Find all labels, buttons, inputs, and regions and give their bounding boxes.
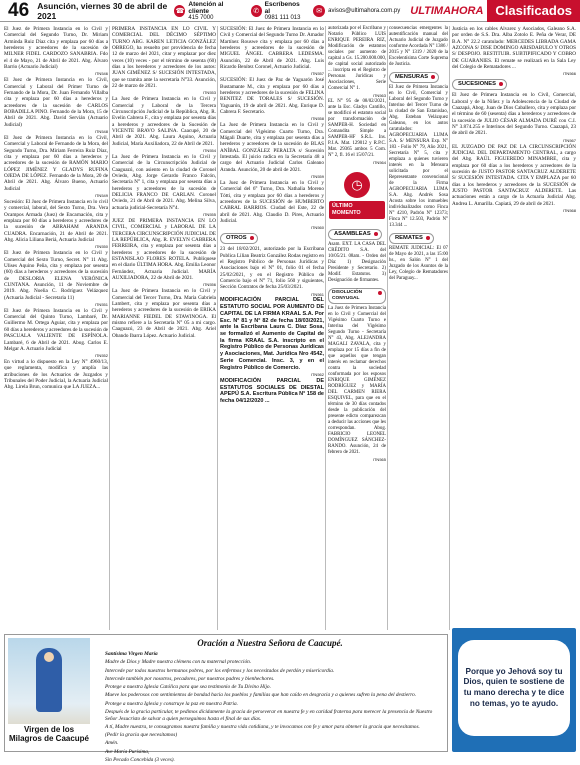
notice-code: ITN559 xyxy=(310,173,324,179)
notice-code: ITN551 xyxy=(94,301,108,307)
section-pill-sucesiones: SUCESIONES xyxy=(452,79,507,90)
notice-code: ITN561 xyxy=(310,291,324,297)
notice-text: EL N° 95 de 08/02/2021, ante la Esc. Gladys Cantillo, se modificó el estatuto social por transformación de SAMPER-H. Sociedad en Comandita Simple a SAMPER-HF S.R.L. Ins. P.J.A. Mat. 129012 y R.P.C. Mat. 29365 ambos 5 Com. N° 2, fl. 16 el 15/07/21. xyxy=(328,98,386,158)
notice-text: REMATE JUDICIAL: El 07 de Mayo de 2021, a las 15:00 hs., en Salón N° 1 del Juzgado de los Asuntos de la Ley, Colegio de Rematadores del Paraguay... xyxy=(389,245,448,281)
notice-text: EL JUZGADO DE PAZ DE LA CIRCUNSCRIPCIÓN JUDICIAL DEL DEPARTAMENTO CENTRAL, a cargo del Abg. RAÚL FIGUEREDO MINAMBRE, cita y emplaza por 60 días a los herederos y acreedores de la sucesión de JUSTO PASTOR SANTACRUZ ALDERETE S/ SUCESIÓN INTESTADA. CITA Y EMPLAZA por 60 días a los herederos y acreedores de la SUCESIÓN de JUSTO PASTOR SANTACRUZ ALDERETE. Las actuaciones están a cargo de la Actuaria Judicial Abg. Andrea L. Amarilla. Capiatá, 29 de abril de 2021. xyxy=(452,143,576,207)
notice-text: La Juez de Primera Instancia en lo Civil y Comercial del Vigésimo Cuarto Turno e Interina del Vigésimo Segundo Turno - Secretaría N° 43, Abg. ALEJANDRA MAGALI ZAVALA, cita y emplaza por 15 días a fin de que aquellos que tengan interés en reclamar derechos contra la sociedad conformada por los esposos ENRIQUE GIMÉNEZ RODRÍGUEZ y MARÍA DEL CARMEN RIERA ESQUIVEL, para que en el término de 30 días contados desde la publicación del presente edicto comparezcan a deducir las acciones que les correspondan. Abog. FABRICIO LEONEL DOMÍNGUEZ SÁNCHEZ-RANDO. Asunción, 24 de febrero de 2021. xyxy=(328,306,386,455)
notice-heading: MODIFICACIÓN PARCIAL DE ESTATUTOS SOCIALES DE DIESTAL APEPÚ S.A. Escritura Pública N° 158 de fecha 04/12/2020 ... xyxy=(220,378,324,405)
prayer-line: Madre de Dios y Madre nuestra clémens con tu maternal protección. xyxy=(105,659,252,666)
page-date: Asunción, viernes 30 de abril de 2021 xyxy=(37,0,168,21)
notice-code: ITN552 xyxy=(94,353,108,359)
virgin-image-caption: Virgen de los Milagros de Caacupé xyxy=(8,724,90,748)
email-icon: ✉ xyxy=(313,5,325,17)
page-number: 46 xyxy=(8,0,30,21)
contact-whatsapp: ✆ Escríbenos al 0981 111 013 xyxy=(251,1,303,21)
notice-text: La Juez de Primera Instancia en lo Civil y Comercial y Laboral de la Tercera Circunscripción Judicial de la República, Abg. R. Evelin Cabrera F., cita y emplaza por sesenta días a herederos y acreedores de la Sucesión de VICENTE BRAVO SALINA. Caacupé, 20 de Abril de 2021. Abg. Laura Aquino, Actuaria Judicial, María Auxiliadora, 22 de Abril de 2021. xyxy=(112,96,216,147)
notice-heading: MODIFICACIÓN PARCIAL DEL ESTATUTO SOCIAL POR AUMENTO DE CAPITAL DE LA FIRMA KRAAL S.A. Por Esc. N° 81 y N° 82 de fecha 18/03/2021, ante la Escribana Laura C. Díaz Sosa, se formalizó el Aumento de Capital de la firma KRAAL S.A. inscripto en el Registro Público de Personas Jurídicas y Asociaciones, Mat. Jurídica Nro 4542, Serie Comercial. Insc. 3, y en el Registro Público de Comercio. xyxy=(220,297,324,371)
section-pill-remates: REMATES xyxy=(389,233,434,244)
contact-email: ✉ avisos@ultimahora.com.py xyxy=(313,5,400,17)
column-divider xyxy=(217,26,218,630)
notice-text: La Juez de Primera Instancia en lo Civil y Comercial del 6° Turno, Dra. Nathalia Moreno Tótti, cita y emplaza por 60 días a herederos y acreedores de la SUCESIÓN de HUMBERTO CABRAL BARRIOS. Ciudad del Este, 22 de abril de 2021. Abg. Claudio D. Pires, Actuario Judicial. xyxy=(220,179,324,224)
notice-code: ITN563 xyxy=(372,92,386,98)
prayer-line: (Pedir la gracia que necesitamos) xyxy=(105,732,178,739)
notice-text: La Juez de Primera Instancia en lo Civil y Comercial del Tercer Turno, Dra. María Gabriela Lambert, cita y emplaza por sesenta días a herederos y acreedores de la sucesión de ERIKA MARIANNE FIEDEL DE STAWINOGA. El mismo refiere a la Secretaría N° 05 a mi cargo. Caaguazú, 23 de Abril de 2021. Abg. Ariel Obando Ibarra López. Actuario Judicial. xyxy=(112,288,216,339)
bible-verse-ad xyxy=(452,628,576,752)
notice-text: Sucesión: El Juez de Primera Instancia en lo civil y comercial, laboral, del Sexto Turno, Dra. Vera Ocampos Armada (Juez) de Encarnación, cita y emplaza por 60 días a herederos y acreedores de la sucesión de ABRAHAM ARANDA CUADRA. Encarnación, 21 de Abril de 2021. Abg. Alicia Liliana Beriá, Actuaria Judicial xyxy=(4,198,108,243)
notice-text: La Juez de Primera Instancia en lo Civil y Comercial de la Circunscripción Judicial de Caaguazú, con asiento en la ciudad de Coronel Oviedo, Abg. Jorge Gerardo Franco Falcón, Secretaría N° 1, cita y emplaza por sesenta días a herederos y acreedores de la sucesión de DELICIA FRANCO DE CARLAN. Coronel Oviedo, 21 de Abril de 2021. Abg. Melina Silva, actuaria judicial-Secretaría N°4. xyxy=(112,153,216,211)
prayer-line: Después de la gracia particular, te pedimos dícidamente la gracia de perseverar en nuestra fe y en caridad fraterna para merecer la presencia de Nuestro Señor Jesucristo de salvar a quien perseguimos hasta el final de sus días. xyxy=(105,708,433,722)
column-divider xyxy=(449,26,450,630)
notice-text: 23 del 18/02/2021, autorizado por la Escribana Publica Lilian Beatriz González Rodas registro en el Registro Público de Personas Jurídicas y Asociaciones bajo el N° 01, folio 01 el fecha 25/02/2021, y en el Registro Público de Comercio bajo el N° 71, folio 560 y siguientes, Sección Contratos de fecha 25/03/2021. xyxy=(220,246,325,291)
column-3 xyxy=(220,26,324,630)
section-pill-disolucion: DISOLUCIÓN CONYUGAL xyxy=(328,288,386,304)
notice-text: PRIMERA INSTANCIA EN LO CIVIL Y COMERCIAL DEL DÉCIMO SÉPTIMO TURNO ABG. KAREN LETICIA GONZÁLEZ OBREGO, ha resuelto por providencia de fecha 12 de marzo del 2021, citar y emplazar por diez veces (10) veces - por el término de sesenta (60) días a los herederos y acreedores de los autos: JUAN GIMÉNEZ S/ SUCESIÓN INTESTADA, que se tramita ante la secretaría N°33. Asunción, 22 de marzo de 2021. xyxy=(112,26,216,90)
notice-code: ITN557 xyxy=(310,71,324,77)
section-pill-mensuras: MENSURAS xyxy=(389,72,439,83)
ultimo-momento-badge xyxy=(329,167,385,223)
notice-code: ITN555 xyxy=(202,212,216,218)
clock-icon: ◷ xyxy=(344,172,370,198)
notice-code: ITN567 xyxy=(562,137,576,143)
column-4b xyxy=(389,26,448,284)
ultimo-momento-label: ÚLTIMO MOMENTO xyxy=(329,201,385,218)
notice-code: ITN550 xyxy=(94,244,108,250)
notice-code: ITN556 xyxy=(202,282,216,288)
column-5 xyxy=(452,26,576,600)
contact-phone: ☎ Atención al cliente 415 7000 xyxy=(175,0,224,21)
notice-text: En virtud a lo dispuesto en la Ley N° 4960/13, que reglamenta, modifica y amplía las atribuciones de los Actuarios de Juzgados y Tribunales del Poder Judicial, la Actuaria Judicial Abg. Lirela Brun, comunica que LA JUEZA... xyxy=(4,359,108,391)
prayer-title: Oración a Nuestra Señora de Caacupé. xyxy=(197,638,343,648)
prayer-line: Protege a nuestra Iglesia Católica para que sea testimonio de Tu Divino Hijo. xyxy=(105,684,271,691)
notice-text: El Juez de Primera Instancia en lo Civil, Comercial y Laboral del Segundo Turno y Interino del Tercer Turno de la ciudad de San Estanislao, Abg. Esteban Velázquez Galeano, en los autos caratulados: AGROPECUARIA LUMA S.A. S/ MENSURA Exp. N° 183 - Folio N° 79, Año 2021, Secretaría N° 5, cita y emplaza a quienes tuvieren interés en la Mensura solicitada por el Representante convencional de la Firma AGROPECUARIA LUMA S.A. Abg. Andrés Sosa Acosta sobre los inmuebles individualizados como Finca N° 4210, Padrón N° 12373; Finca N° 12.503, Padrón N° 13.344 ... xyxy=(389,84,448,228)
virgin-face xyxy=(44,652,54,662)
column-divider xyxy=(109,26,110,630)
prayer-line: Intercede también por nosotros, pecadores, por nuestros padres y bienhechores. xyxy=(105,675,275,682)
whatsapp-icon: ✆ xyxy=(251,5,262,17)
notice-code: ITN558 xyxy=(310,116,324,122)
notice-text: autorizada por el Escribano y Notario Público LUIS ENRIQUE PEREIRA RIZ, Modificación de estatutos sociales por aumento de capital a Gs. 15.200.000.000, de capital social autorizado ... inscripta en el Registro de Personas Jurídicas y Asociaciones, Serie Comercial N° 1. xyxy=(328,26,386,91)
notice-code: ITN560 xyxy=(310,225,324,231)
notice-code: ITN549 xyxy=(94,193,108,198)
prayer-line: Santísima Virgen María xyxy=(105,651,158,657)
notice-text: La Juez de Primera Instancia en lo Civil y Comercial del Vigésimo Cuarto Turno, Dra. Mágali Duarte, cita y emplaza por sesenta días a herederos y acreedores de la sucesión de BLAS ANÍBAL GONZÁLEZ PERALTA s/ Sucesión Intestada. El juicio radica en la Secretaría 48 a cargo del Actuario Judicial Carlos Galeano Aranda. Asunción, 20 de abril de 2021. xyxy=(220,122,324,173)
notice-code: ITN565 xyxy=(372,456,386,462)
notice-text: El Juez de Primera Instancia en lo Civil y Comercial del Segundo Turno, Dr. Miriam Arminda Ruiz Díaz cita y emplaza por 60 días a herederos y acreedores de la sucesión de MILNER FIDEL CARDOZO SANABRIA. Fdo el 4 de Mayo, 21 de Abril de 2021. Abg. Álvaro Barrio (Actuario Judicial) xyxy=(4,26,108,71)
column-1 xyxy=(4,26,108,630)
prayer-body xyxy=(105,651,435,765)
notice-text: consecuencias emergentes la autentificación manual del Actuario Judicial de Juzgado conforme Acordada N° 1386 / 2015 y N° 1319 / 2020 de la Excelentísima Corte Suprema de Justicia. xyxy=(389,26,448,67)
notice-code: ITN562 xyxy=(310,372,324,378)
prayer-line: Intercede por todos nuestros hermanos pobres, por los enfermos y los necesitados de perdón y misericordia. xyxy=(105,667,335,674)
brand-logo: ULTIMAHORA xyxy=(410,4,484,17)
phone-icon: ☎ xyxy=(174,5,185,17)
prayer-line: Amén. xyxy=(105,740,119,747)
notice-text: JUEZ DE PRIMERA INSTANCIA EN LO CIVIL, COMERCIAL y LABORAL DE LA TERCERA CIRCUNSCRIPCIÓN JUDICIAL DE LA REPÚBLICA, Abg. R. EVELYN CABRERA FERREIRA, cita y emplaza por sesenta días a herederos y acreedores de la sucesión de ESTANISLAO FLORES ROTELA. Publíquese en el diario ÚLTIMA HORA. Abg. Emilia Leonor Fernández, Actuaria Judicial. MARÍA AUXILIADORA, 22 de Abril de 2021. xyxy=(112,217,216,281)
prayer-line: Sin Pecado Concebida (3 veces). xyxy=(105,756,175,763)
prayer-line: Mueve los poderosos con sentimientos de bondad hacia los pueblos y familias que han caído en desgracia y a quienes sufren la pena del destierro. xyxy=(105,692,417,699)
column-2 xyxy=(112,26,216,630)
virgin-image xyxy=(8,638,90,748)
bible-verse-text: Porque yo Jehová soy tu Dios, quien te sostiene de tu mano derecha y te dice no temas, yo te ayudo. xyxy=(458,640,570,736)
notice-code: ITN568 xyxy=(562,208,576,214)
column-divider xyxy=(325,26,326,630)
notice-code: ITN564 xyxy=(372,159,386,165)
section-pill-otros: OTROS xyxy=(220,233,258,244)
section-pill-asambleas: ASAMBLEAS xyxy=(328,229,382,240)
notice-text: Justicia en los cables Alvarez y Asociados, Galeano S.A. por orden de S.S. Dra. Alba Zotolo E. Peña de Verar, DE B.A. N° 22.2 caratulado: MERCEDES LIBRADA GAMA AZCONA S/ DISE DOMINGO ARISDABULO Y OTROS S/ DESPOJO. RESTITUIR. SUBTIPIFICADO Y COBRO DE GUARANIES. El remate se realizará en la Sala Ley del Colegio de Rematadores ... xyxy=(452,26,576,71)
notice-text: El Juez de Primera Instancia en lo Civil y Comercial del Sexto Turno, Secret. N° 11 Abg. Ulises Aquino Peña, cita y emplaza por sesenta (60) días a herederos y acreedores de la sucesión de DESLORIA ELENA VERÓNICA CUNTANA. Asunción, 11 de Noviembre de 2019. Abg. Noelia C. Rodríguez Velázquez (Actuaria Judicial - Secretaria 11) xyxy=(4,250,108,301)
notice-code: ITN553 xyxy=(202,90,216,96)
page-header xyxy=(0,0,580,22)
notice-text: SUCESIÓN: El Juez de Paz de Yaguarón José Bustamante M., cita y emplaza por 60 días a herederos y acreedores de la sucesión de FELINA BENITEZ DE TORALES S/ SUCESIÓN. Yaguarón, 19 de abril de 2021. Abg. Enrique D. Cabrera F. Secretario. xyxy=(220,77,324,115)
notice-text: El Juez de Primera Instancia en lo Civil, Comercial y Laboral del Primer Turno de Fernando de la Mora, Dr. Juan Fernando Villalba cita y emplaza por 60 días a herederos y acreedores de la sucesión de CARLOS BOBADILLA PINO. Fernando de la Mora, 15 de Abril de 2021. Abg. David Servián (Actuario Judicial) xyxy=(4,77,108,128)
notice-code: ITN554 xyxy=(202,148,216,154)
prayer-line: Ave María Purísima, xyxy=(105,748,150,755)
column-4a xyxy=(328,26,386,463)
prayer-line: Protege a nuestra Iglesia y construye la paz en nuestra Patria. xyxy=(105,700,238,707)
notice-code: ITN566 xyxy=(562,71,576,77)
prayer-line: A tí, Madre nuestra, te consagramos nuestra familia y nuestra vida cotidiana, y te invocamos con fe y amor para obtener la gracia que necesitamos. xyxy=(105,723,420,730)
notice-text: Asam. EXT. LA CASA DEL CRÉDITO S.A. del 10/05/21. 08am. - Orden del Día: 1) Designación Presidente y Secretario. 2) Modif. Estatutos. 3) Designación de firmantes. xyxy=(328,242,386,284)
section-title: Clasificados xyxy=(487,0,580,22)
notice-text: SUCESIÓN: El Juez de Primera Instancia en lo Civil y Comercial del Segundo Turno Dr. Amador Martínez Rouswe cita y emplaza por 60 días a herederos y acreedores de la sucesión de MIGUEL ÁNGEL CABRERA LEDESMA. Asunción, 22 de Abril de 2021. Abg. Luis Ricardo Benítez Coronel, Actuario Judicial. xyxy=(220,26,324,71)
notice-text: El Juez de Primera Instancia en lo Civil, Comercial, Laboral y de la Niñez y la Adolescencia de la Ciudad de Caazapá, Abog. Juan de Dios Caballero, cita y emplaza por el término de 60 (sesenta) días a herederos y acreedores de la sucesión de JULIO CÉSAR ALMADA DURÉ con C.I. N° 3.874.255 e Interinos del Segundo Turno. Caazapá, 23 de abril de 2021. xyxy=(452,92,576,137)
notice-code: ITN548 xyxy=(94,129,108,135)
notice-code: ITN546 xyxy=(94,71,108,77)
column-divider xyxy=(387,26,388,630)
prayer-box xyxy=(4,634,448,763)
notice-text: El Juez de Primera Instancia en lo Civil, Comercial y Laboral de Fernando de la Mora, del Segundo Turno, Dra. Miriam Ferreira Ruiz Díaz, cita y emplaza por 60 días a herederos y acreedores de la sucesión de RAMÓN MARIO LÓPEZ JIMÉNEZ Y GLADYS RUFINA OJEDA DE LÓPEZ. Fernando de la Mora, 20 de Abril de 2021. Abg. Álvaro Bueno, Actuario Judicial xyxy=(4,134,108,192)
notice-text: El Juez de Primera Instancia en lo Civil y Comercial del Quinto Turno, Lambaré, Dr. Guillermo M. Ortega Aguiar, cita y emplaza por 60 días a herederos y acreedores de la sucesión de PASCUALA VALIENTE DE ESPÍNOLA. Lambaré, 6 de Abril de 2021. Abog. Carlos E. Melgar A. Actuario Judicial xyxy=(4,307,108,352)
